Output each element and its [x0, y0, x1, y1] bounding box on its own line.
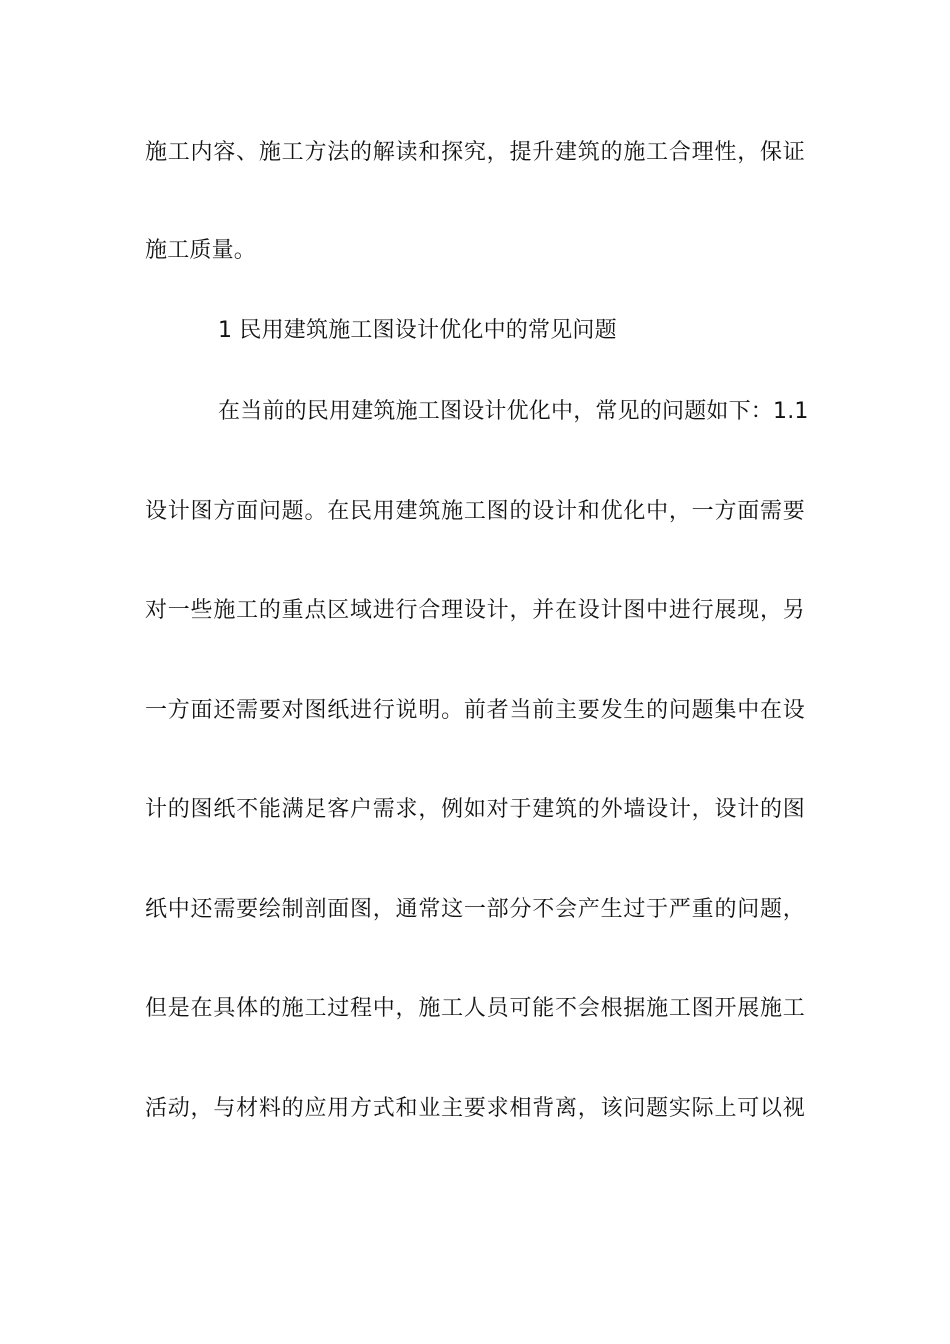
paragraph-line-10: 活动，与材料的应用方式和业主要求相背离，该问题实际上可以视 — [145, 1096, 805, 1121]
section-heading: 1 民用建筑施工图设计优化中的常见问题 — [218, 318, 617, 343]
paragraph-line-1: 施工内容、施工方法的解读和探究，提升建筑的施工合理性，保证 — [145, 140, 805, 165]
paragraph-line-9: 但是在具体的施工过程中，施工人员可能不会根据施工图开展施工 — [145, 996, 805, 1021]
paragraph-line-7: 计的图纸不能满足客户需求，例如对于建筑的外墙设计，设计的图 — [145, 797, 805, 822]
paragraph-line-2: 施工质量。 — [145, 238, 257, 263]
paragraph-line-8: 纸中还需要绘制剖面图，通常这一部分不会产生过于严重的问题， — [145, 897, 805, 922]
paragraph-line-3: 在当前的民用建筑施工图设计优化中，常见的问题如下：1.1 — [218, 399, 809, 424]
paragraph-line-4: 设计图方面问题。在民用建筑施工图的设计和优化中，一方面需要 — [145, 499, 805, 524]
paragraph-line-6: 一方面还需要对图纸进行说明。前者当前主要发生的问题集中在设 — [145, 698, 805, 723]
paragraph-line-5: 对一些施工的重点区域进行合理设计，并在设计图中进行展现，另 — [145, 598, 805, 623]
